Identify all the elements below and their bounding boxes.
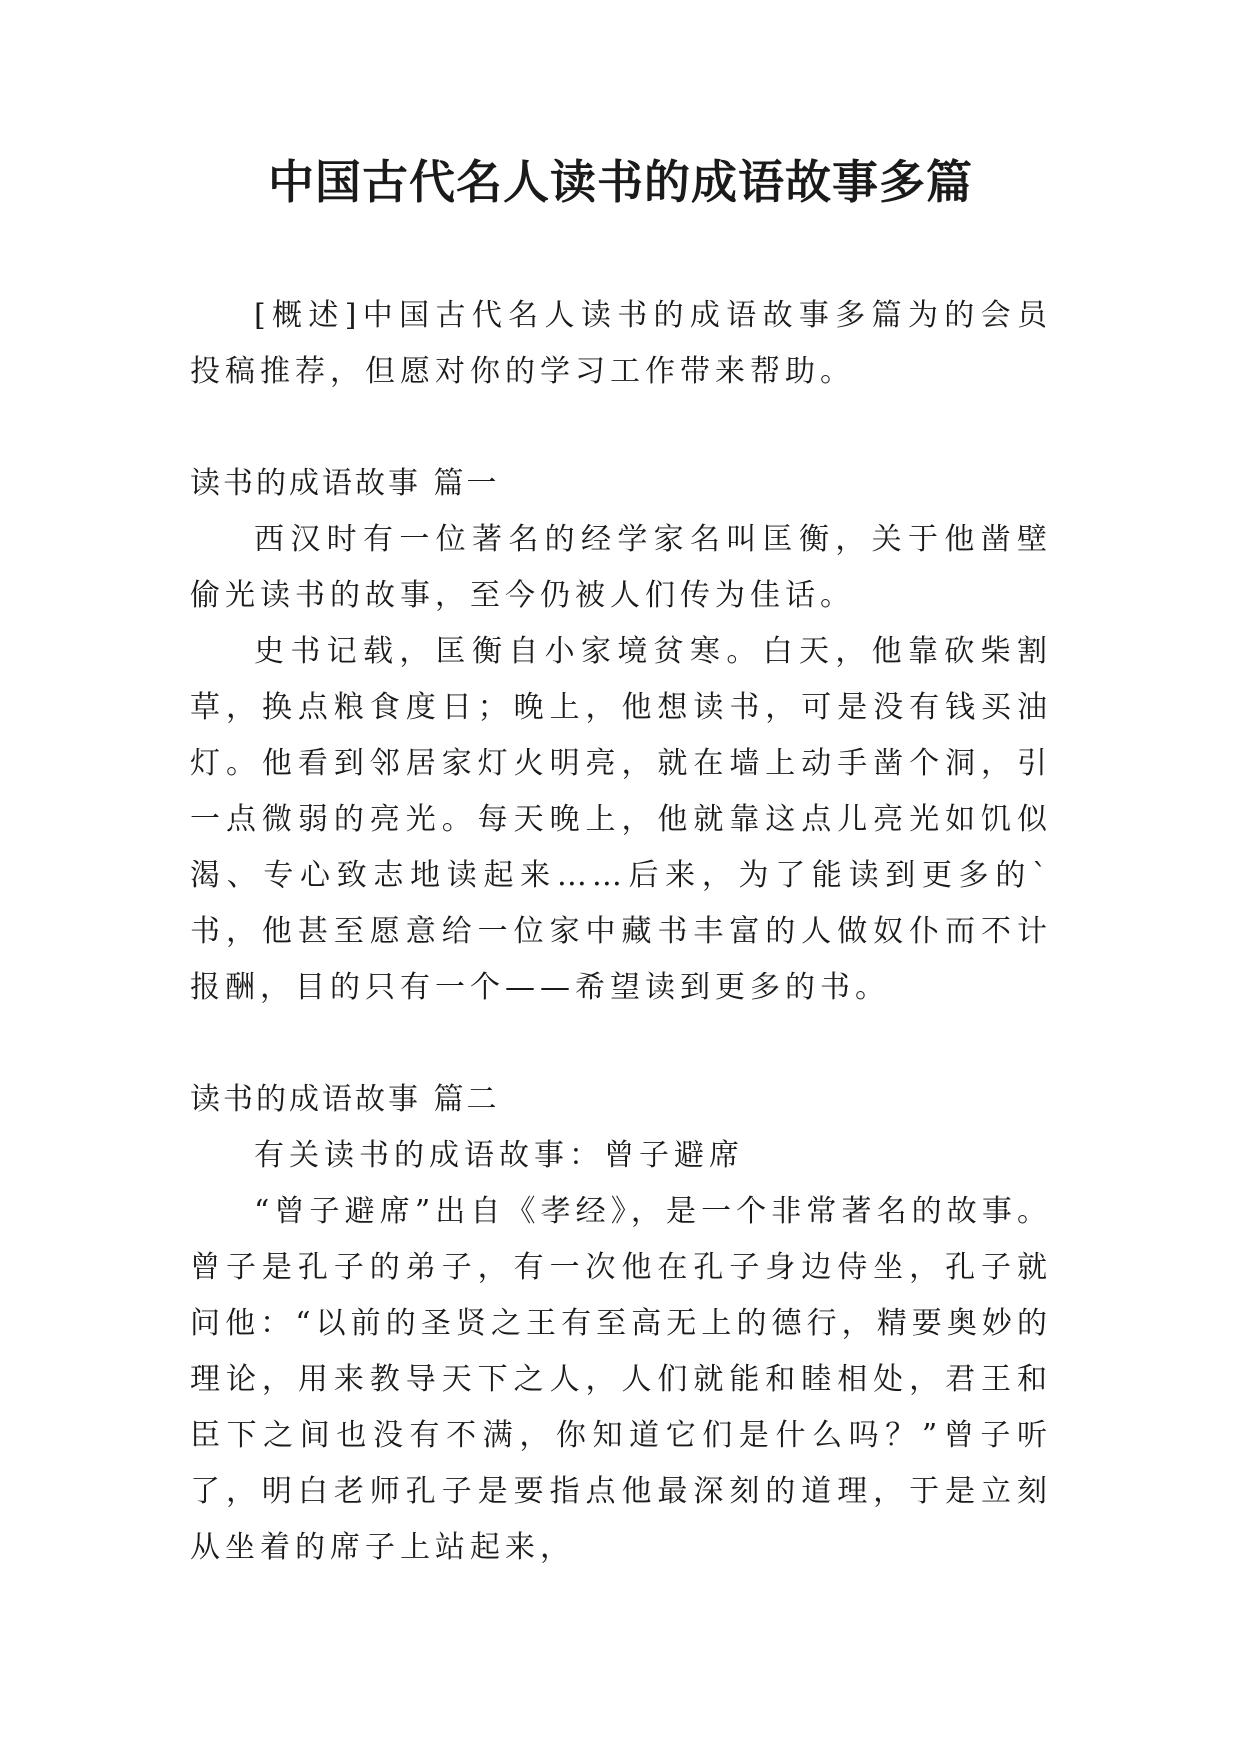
summary-paragraph: [概述]中国古代名人读书的成语故事多篇为的会员投稿推荐，但愿对你的学习工作带来帮助。: [190, 298, 1052, 389]
body-paragraph: “曾子避席”出自《孝经》，是一个非常著名的故事。曾子是孔子的弟子，有一次他在孔子身边侍坐，孔子就问他：“以前的圣贤之王有至高无上的德行，精要奥妙的理论，用来教导天下之人，人们就能和睦相处，君王和臣下之间也没有不满，你知道它们是什么吗？”曾子听了，明白老师孔子是要指点他最深刻的道理，于是立刻从坐着的席子上站起来，: [190, 1194, 1052, 1565]
section-heading: 读书的成语故事 篇二: [190, 1082, 500, 1117]
body-paragraph: 西汉时有一位著名的经学家名叫匡衡，关于他凿壁偷光读书的故事，至今仍被人们传为佳话。: [190, 522, 1052, 613]
body-paragraph: 有关读书的成语故事：曾子避席: [254, 1138, 744, 1173]
document-title: 中国古代名人读书的成语故事多篇: [268, 155, 973, 209]
section-heading: 读书的成语故事 篇一: [190, 466, 500, 501]
document-body: [190, 288, 1052, 1576]
body-paragraph: 史书记载，匡衡自小家境贫寒。白天，他靠砍柴割草，换点粮食度日；晚上，他想读书，可是没有钱买油灯。他看到邻居家灯火明亮，就在墙上动手凿个洞，引一点微弱的亮光。每天晚上，他就靠这点儿亮光如饥似渴、专心致志地读起来……后来，为了能读到更多的`书，他甚至愿意给一位家中藏书丰富的人做奴仆而不计报酬，目的只有一个——希望读到更多的书。: [190, 634, 1052, 1005]
